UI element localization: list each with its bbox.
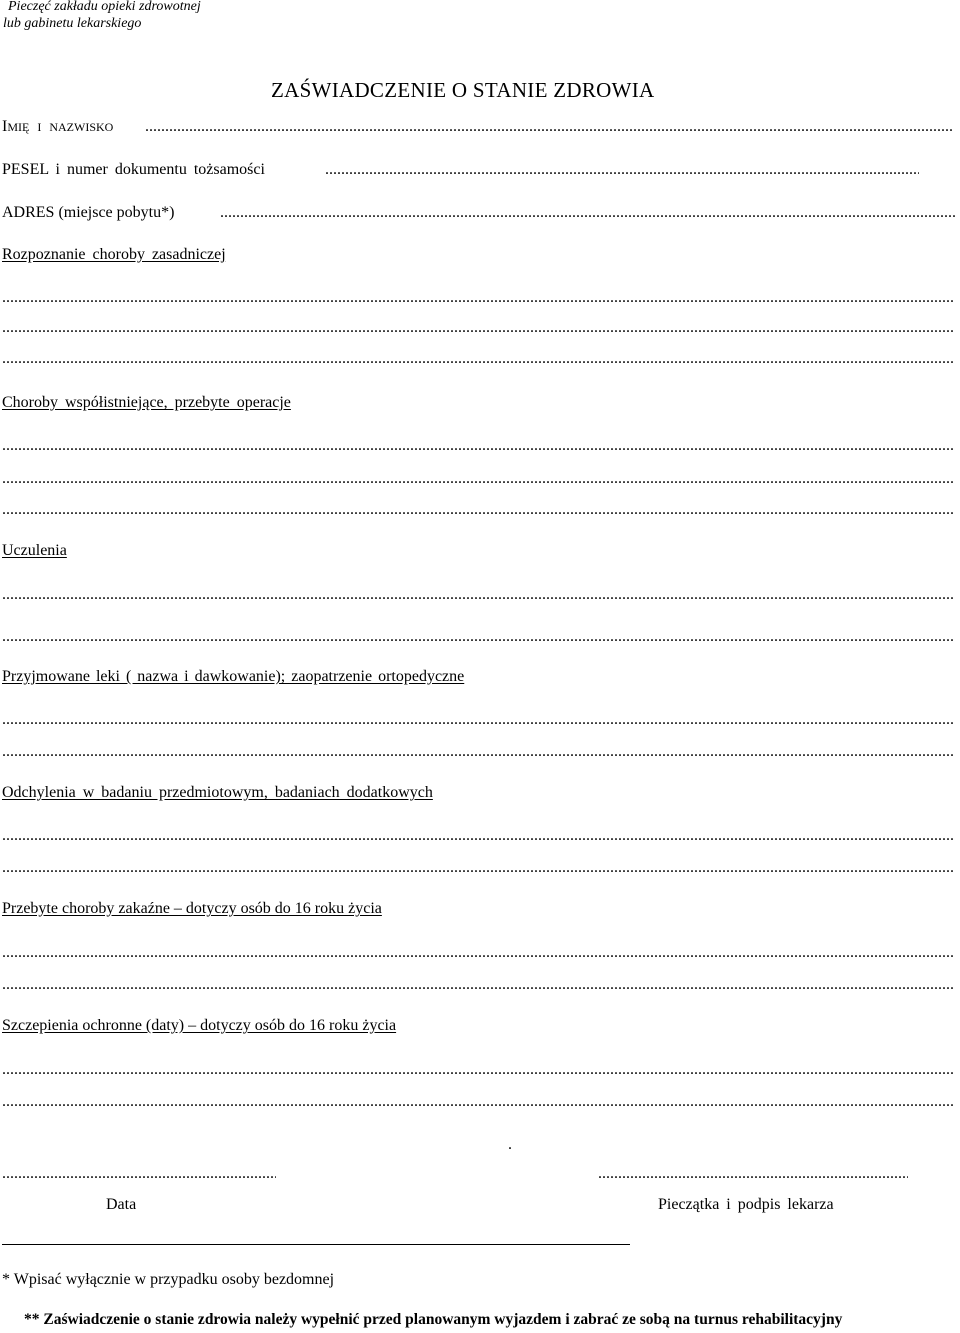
pesel-field[interactable] [325, 160, 919, 180]
vaccinations-line[interactable] [2, 1060, 955, 1080]
date-field[interactable] [2, 1164, 276, 1184]
medication-line[interactable] [2, 710, 955, 730]
name-field[interactable] [145, 117, 953, 137]
name-initial: I [2, 118, 8, 135]
name-rest-1: MIĘ [7, 120, 30, 134]
infectious-line[interactable] [2, 943, 955, 963]
diagnosis-line[interactable] [2, 349, 955, 369]
allergies-heading: Uczulenia [2, 542, 67, 559]
doctor-signature-field[interactable] [598, 1164, 908, 1184]
stamp-line-2: lub gabinetu lekarskiego [3, 16, 142, 31]
vaccinations-line[interactable] [2, 1092, 955, 1112]
name-rest-3: NAZWISKO [49, 120, 114, 134]
coexisting-line[interactable] [2, 469, 955, 489]
diagnosis-heading: Rozpoznanie choroby zasadniczej [2, 246, 226, 263]
document-title: ZAŚWIADCZENIE O STANIE ZDROWIA [271, 78, 655, 102]
infectious-line[interactable] [2, 975, 955, 995]
single-dot: . [508, 1136, 512, 1153]
coexisting-line[interactable] [2, 500, 955, 520]
infectious-heading: Przebyte choroby zakaźne – dotyczy osób do 16 roku życia [2, 900, 382, 917]
address-label: ADRES (miejsce pobytu*) [2, 204, 175, 221]
coexisting-heading: Choroby współistniejące, przebyte operacje [2, 394, 291, 411]
footnote-divider [2, 1244, 630, 1245]
name-label [2, 117, 113, 137]
address-field[interactable] [220, 203, 955, 223]
diagnosis-line[interactable] [2, 288, 955, 308]
footnote-instructions: ** Zaświadczenie o stanie zdrowia należy wypełnić przed planowanym wyjazdem i zabrać ze sobą na turnus rehabilitacyjny [24, 1311, 843, 1328]
medication-line[interactable] [2, 742, 955, 762]
medication-heading: Przyjmowane leki ( nazwa i dawkowanie); zaopatrzenie ortopedyczne [2, 668, 465, 685]
stamp-line-1: Pieczęć zakładu opieki zdrowotnej [8, 0, 201, 14]
deviations-heading: Odchylenia w badaniu przedmiotowym, badaniach dodatkowych [2, 784, 433, 801]
date-label: Data [106, 1196, 137, 1213]
allergies-line[interactable] [2, 585, 955, 605]
footnote-homeless: * Wpisać wyłącznie w przypadku osoby bezdomnej [2, 1271, 335, 1288]
pesel-label: PESEL i numer dokumentu tożsamości [2, 161, 265, 178]
diagnosis-line[interactable] [2, 318, 955, 338]
allergies-line[interactable] [2, 627, 955, 647]
deviations-line[interactable] [2, 826, 955, 846]
doctor-stamp-label: Pieczątka i podpis lekarza [658, 1196, 834, 1213]
name-rest-2: I [37, 120, 42, 134]
deviations-line[interactable] [2, 858, 955, 878]
coexisting-line[interactable] [2, 436, 955, 456]
vaccinations-heading: Szczepienia ochronne (daty) – dotyczy osób do 16 roku życia [2, 1017, 397, 1034]
